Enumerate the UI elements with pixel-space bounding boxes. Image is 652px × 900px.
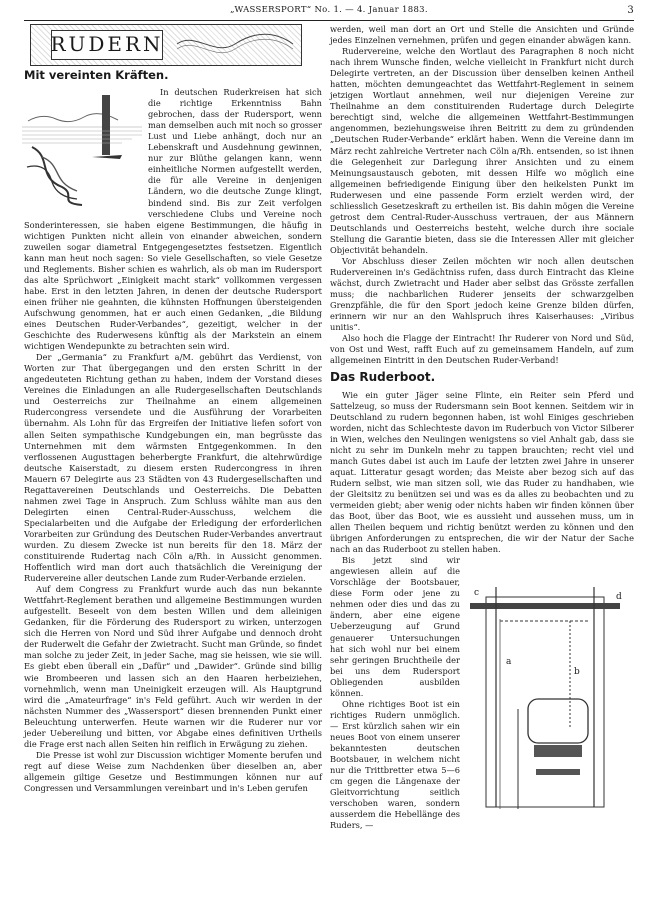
paragraph: Vor Abschluss dieser Zeilen möchten wir noch allen deutschen Rudervereinen in's Gedächtniss rufen, dass durch Eintracht das Kleine wächst, durch Zwietracht und Hader aber selbst das Grösste zerfallen muss; die nachbarlichen Ruderer jenseits der schwarzgelben Grenzpfähle, die für den Sport jedoch keine Grenze bilden dürfen, erinnern wir nur an den Wahlspruch ihres Kaiserhauses: „Viribus unitis“. — [330, 255, 634, 333]
article-subtitle: Mit vereinten Kräften. — [24, 68, 169, 82]
paragraph: Der „Germania“ zu Frankfurt a/M. gebührt das Verdienst, von Worten zur That übergegangen und den ersten Schritt in der angedeuteten Richtung gethan zu haben, indem der Vorstand dieses Vereines die Einladungen an alle Rudergesellschaften Deutschlands und Oesterreichs zur Theilnahme an einem allgemeinen Rudercongress versendete und die Ausführung der Vorarbeiten übernahm. Als Lohn für das Ergreifen der Initiative liefen sofort von allen Seiten sympathische Kundgebungen ein, man begrüsste das Unternehmen mit dem wärmsten Entgegenkommen. In den verflossenen Augusttagen beherbergte Frankfurt, die altehrwürdige deutsche Kaiserstadt, zu diesem ersten Rudercongress in ihren Mauern 67 Delegirte aus 23 Städten von 43 Rudergesellschaften und Regattavereinen Deutschlands und Oesterreichs. Die Debatten nahmen zwei Tage in Anspruch. Zum Schluss wählte man aus den Delegirten einen Central-Ruder-Ausschuss, welchem die Specialarbeiten und die Aufgabe der Erledigung der erforderlichen Vorarbeiten zur Gründung des Deutschen Ruder-Verbandes anvertraut wurden. Zu diesem Zwecke ist nun bereits für den 18. März der constituirende Rudertag nach Cöln a/Rh. in Aussicht genommen. Hoffentlich wird man dort auch thatsächlich die Vereinigung der Rudervereine aller deutschen Lande zum Ruder-Verbande erzielen. — [24, 352, 322, 584]
running-title: „WASSERSPORT“ No. 1. — 4. Januar 1883. — [230, 5, 428, 15]
header-rule — [24, 20, 634, 21]
running-header — [24, 5, 634, 21]
diagram-label-d: d — [616, 592, 622, 603]
page-number: 3 — [627, 5, 634, 16]
paragraph: Bis jetzt sind wir angewiesen allein auf die Vorschläge der Bootsbauer, diese Form oder jene zu nehmen oder dies und das zu ändern, aber eine eigene Ueberzeugung auf Grund genauerer Untersuchungen hat sich wohl nur bei einem sehr geringen Bruchtheile der bei uns dem Rudersport Obliegenden ausbilden können. — [330, 555, 460, 698]
rowing-vignette-image — [22, 87, 142, 207]
ornament-icon — [175, 31, 295, 57]
paragraph: Die Presse ist wohl zur Discussion wichtiger Momente berufen und regt auf diese Weise zum Nachdenken über dieselben an, aber allgemein giltige Gesetze und Bestimmungen können nur auf Congressen und Versammlungen vereinbart und in's Leben gerufen — [24, 749, 322, 793]
left-column — [24, 24, 322, 794]
paragraph: Ohne richtiges Boot ist ein richtiges Rudern unmöglich. — Erst kürzlich sahen wir ein neues Boot von einem unserer bekanntesten deutschen Bootsbauer, in welchem nicht nur die Trittbretter etwa 5—6 cm gegen die Längenaxe der Gleitvorrichtung seitlich verschoben waren, sondern ausserdem die Hebellänge des Ruders, — — [330, 698, 460, 831]
article-title: Das Ruderboot. — [330, 370, 436, 385]
paragraph: Wie ein guter Jäger seine Flinte, ein Reiter sein Pferd und Sattelzeug, so muss der Rudersmann sein Boot kennen. Seitdem wir in Deutschland zu rudern begonnen haben, ist wohl Einiges geschrieben worden, nicht das Schlechteste davon im Ruderbuch von Victor Silberer in Wien, welches den Neulingen wenigstens so viel Anhalt gab, dass sie nicht zu sehr im Dunkeln mehr zu tappen brauchten; recht viel und manch Gutes dabei ist auch im Laufe der letzten zwei Jahre in unserer aquat. Litteratur gesagt worden; das Meiste aber bezog sich auf das Rudern selbst, wie man sitzen soll, wie das Ruder zu handhaben, wie der Gleitsitz zu benützen sei und was es da alles zu beobachten und zu vermeiden giebt; aber wenig oder nichts haben wir finden können über das Boot, über das Boot, wie es aussieht und aussehen muss, um in allen Theilen bequem und richtig benützt werden zu können und den übrigen Anforderungen zu entsprechen, die wir der Natur der Sache nach an das Ruderboot zu stellen haben. — [330, 389, 634, 555]
diagram-label-c: c — [474, 588, 480, 599]
paragraph: werden, weil man dort an Ort und Stelle die Ansichten und Gründe jedes Einzelnen vernehmen, prüfen und gegen einander abwägen kann. — [330, 24, 634, 46]
paragraph: In deutschen Ruderkreisen hat sich die richtige Erkenntniss Bahn gebrochen, dass der Rudersport, wenn man demselben auch mit noch so grosser Lust und Liebe anhängt, doch nur an Lebenskraft und Ausdehnung gewinnen, nur zur Blüthe gelangen kann, wenn einheitliche Normen aufgestellt werden, die für alle Vereine in denjenigen Ländern, wo die deutsche Zunge klingt, bindend sind. Bis zur Zeit verfolgen verschiedene Clubs und Vereine noch Sonderinteressen, sie haben eigene Bestimmungen, die häufig in wichtigen Punkten nicht allein von einander abweichen, sondern zuweilen sogar diametral Entgegengesetztes festsetzen. Eigentlich kann man heut noch sagen: So viele Gesellschaften, so viele Gesetze und Reglements. Bisher schien es wahrlich, als ob man im Rudersport das alte Sprüchwort „Einigkeit macht stark“ vollkommen vergessen habe. Erst in den letzten Jahren, in denen der deutsche Rudersport einen früher nie geahnten, die kühnsten Hoffnungen übersteigenden Aufschwung genommen, hat er auch einen Gedanken, „die Bildung eines Deutschen Ruder-Verbandes“, gezeitigt, welcher in der Geschichte des Ruderwesens künftig als der Markstein an einem wichtigen Wendepunkte zu betrachten sein wird. — [24, 87, 322, 352]
paragraph: Rudervereine, welche den Wortlaut des Paragraphen 8 noch nicht nach ihrem Wunsche finden, welche vielleicht in Frankfurt nicht durch Delegirte vertreten, an der Discussion über denselben keinen Antheil hatten, möchten demungeachtet das Wettfahrt-Reglement in seinem jetzigen Wortlaut annehmen, weil nur diejenigen Vereine zur Theilnahme an dem constituirenden Rudertage durch Delegirte berechtigt sind, welche die allgemeinen Wettfahrt-Bestimmungen angenommen, beziehungsweise ihren Beitritt zu dem zu gründenden „Deutschen Ruder-Verbande“ erklärt haben. Wenn die Vereine dann im März recht zahlreiche Vertreter nach Cöln a/Rh. entsenden, so ist ihnen die Gelegenheit zur Darlegung ihrer Ansichten und zu einem Meinungsaustausch geboten, mit dessen Hilfe wo möglich eine allgemeinen befriedigende Einigung über den heikelsten Punkt im Ruderwesen und eine passende Form erzielt werden wird, der schliesslich Gesetzeskraft zu ertheilen ist. Bis dahin mögen die Vereine getrost dem Central-Ruder-Ausschuss vertrauen, der aus Männern Deutschlands und Oesterreichs besteht, welche durch ihre sociale Stellung die Garantie bieten, dass sie die Interessen Aller mit gleicher Objectivität behandeln. — [330, 46, 634, 255]
paragraph: Also hoch die Flagge der Eintracht! Ihr Ruderer von Nord und Süd, von Ost und West, rafft Euch auf zu gemeinsamem Handeln, auf zum allgemeinen Eintritt in den Deutschen Ruder-Verband! — [330, 333, 634, 366]
paragraph: Auf dem Congress zu Frankfurt wurde auch das nun bekannte Wettfahrt-Reglement berathen und allgemeine Bestimmungen wurden aufgestellt. Beseelt von dem besten Willen und dem alleinigen Gedanken, für die Förderung des Rudersport zu wirken, unterzogen sich die Herren von Nord und Süd ihrer Aufgabe und dennoch droht der Ruderwelt die Gefahr der Zwietracht. Sucht man Gründe, so findet man solche zu jeder Zeit, in jeder Sache, mag sie heissen, wie sie will. Es giebt eben überall ein „Dafür“ und „Dawider“. Gründe sind billig wie Brombeeren und lassen sich an den Haaren herbeiziehen, vornehmlich, wenn man Uneinigkeit erzeugen will. Als Hauptgrund wird die „Amateurfrage“ in's Feld geführt. Auch wir werden in der nächsten Nummer des „Wassersport“ diesen brennenden Punkt einer Beleuchtung unterwerfen. Heute warnen wir die Ruderer nur vor jeder Uebereilung und bitten, vor Abgabe eines definitiven Urtheils die Frage erst nach allen Seiten hin reiflich in Erwägung zu ziehen. — [24, 584, 322, 749]
section-title: RUDERN — [51, 30, 163, 60]
diagram-label-a: a — [506, 657, 512, 668]
boat-diagram — [466, 559, 634, 824]
diagram-label-b: b — [574, 667, 580, 678]
section-banner — [30, 24, 302, 66]
right-column — [330, 24, 634, 831]
